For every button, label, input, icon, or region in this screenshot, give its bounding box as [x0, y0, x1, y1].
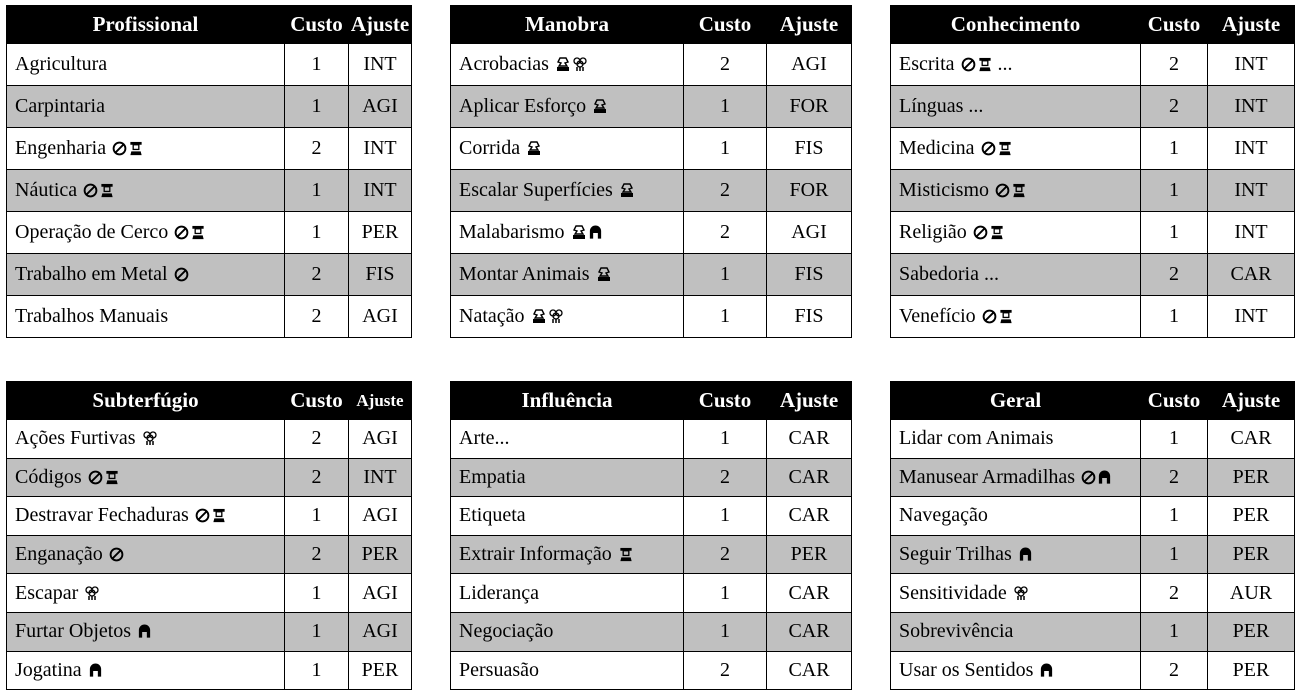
skill-name-cell — [451, 420, 684, 459]
scholar-icon — [1011, 183, 1027, 198]
table-row — [451, 612, 852, 651]
adjust-value: AUR — [1208, 574, 1295, 613]
skill-name-cell — [891, 44, 1141, 86]
cost-value: 2 — [684, 212, 767, 254]
cost-value: 2 — [684, 651, 767, 690]
adjust-value: AGI — [349, 497, 412, 536]
helmet-icon — [588, 224, 603, 240]
prohibited-icon — [195, 508, 210, 523]
adjust-value: CAR — [1208, 254, 1295, 296]
skill-name-cell — [7, 535, 285, 574]
helmet-icon — [1039, 662, 1054, 678]
armor-icon — [526, 140, 542, 156]
scholar-icon — [998, 309, 1014, 324]
brain-icon — [548, 308, 564, 324]
cost-value: 2 — [1141, 44, 1208, 86]
brain-icon — [1013, 585, 1029, 601]
cost-value: 1 — [1141, 535, 1208, 574]
table-row — [7, 612, 412, 651]
skill-table-geral — [890, 381, 1295, 690]
adjust-value: FIS — [349, 254, 412, 296]
skill-name-cell — [7, 128, 285, 170]
cost-value: 1 — [684, 574, 767, 613]
adjust-value: FOR — [767, 86, 852, 128]
skill-name: Seguir Trilhas — [899, 543, 1012, 566]
armor-icon — [531, 308, 547, 324]
skill-name: Línguas ... — [899, 95, 984, 117]
table-row — [891, 86, 1295, 128]
skill-name: Carpintaria — [15, 95, 105, 117]
adjust-value: INT — [1208, 170, 1295, 212]
skill-name: Negociação — [459, 620, 554, 643]
adjust-value: CAR — [1208, 420, 1295, 459]
adjust-header: Ajuste — [767, 382, 852, 420]
adjust-value: INT — [1208, 212, 1295, 254]
skill-name-cell — [451, 296, 684, 338]
table-row — [891, 420, 1295, 459]
skill-table-profissional — [6, 5, 412, 338]
skill-name: Navegação — [899, 504, 988, 527]
skill-name: Furtar Objetos — [15, 620, 132, 643]
table-row — [451, 254, 852, 296]
table-title: Profissional — [7, 6, 285, 44]
table-row — [451, 458, 852, 497]
table-row — [891, 296, 1295, 338]
scholar-icon — [977, 57, 993, 72]
table-row — [451, 574, 852, 613]
adjust-header: Ajuste — [767, 6, 852, 44]
adjust-value: INT — [349, 458, 412, 497]
skill-name-cell — [891, 612, 1141, 651]
skill-table-manobra — [450, 5, 852, 338]
scholar-icon — [128, 141, 144, 156]
scholar-icon — [211, 508, 227, 523]
skill-name: Persuasão — [459, 658, 539, 681]
table-title: Geral — [891, 382, 1141, 420]
table-row — [451, 535, 852, 574]
adjust-value: CAR — [767, 651, 852, 690]
helmet-icon — [88, 662, 103, 678]
skill-name-cell — [7, 296, 285, 338]
brain-icon — [142, 430, 158, 446]
table-row — [451, 86, 852, 128]
adjust-value: AGI — [349, 574, 412, 613]
cost-header: Custo — [684, 382, 767, 420]
helmet-icon — [137, 623, 152, 639]
prohibited-icon — [174, 225, 189, 240]
scholar-icon — [190, 225, 206, 240]
adjust-value: PER — [1208, 612, 1295, 651]
skill-name-cell — [7, 612, 285, 651]
table-row — [891, 44, 1295, 86]
table-row — [451, 128, 852, 170]
cost-value: 2 — [285, 535, 349, 574]
skill-name: Engenharia — [15, 137, 107, 159]
cost-value: 1 — [285, 86, 349, 128]
cost-value: 2 — [285, 420, 349, 459]
adjust-value: INT — [1208, 44, 1295, 86]
skill-name: Aplicar Esforço — [459, 95, 587, 117]
skill-name: Empatia — [459, 465, 526, 488]
table-row — [7, 44, 412, 86]
scholar-icon — [104, 470, 120, 485]
table-title: Conhecimento — [891, 6, 1141, 44]
table-row — [7, 420, 412, 459]
adjust-value: PER — [1208, 651, 1295, 690]
cost-value: 1 — [1141, 212, 1208, 254]
skill-name-cell — [891, 296, 1141, 338]
skill-name: Ações Furtivas — [15, 427, 136, 450]
table-row — [7, 651, 412, 690]
cost-value: 1 — [684, 420, 767, 459]
skill-name-cell — [451, 612, 684, 651]
adjust-value: INT — [1208, 296, 1295, 338]
table-row — [7, 212, 412, 254]
prohibited-icon — [981, 141, 996, 156]
table-row — [7, 574, 412, 613]
prohibited-icon — [1081, 470, 1096, 485]
skill-name-cell — [7, 651, 285, 690]
armor-icon — [555, 56, 571, 72]
table-row — [891, 128, 1295, 170]
table-row — [451, 44, 852, 86]
skill-name: Manusear Armadilhas — [899, 465, 1076, 488]
skill-table-conhecimento — [890, 5, 1295, 338]
table-row — [7, 458, 412, 497]
adjust-header: Ajuste — [1208, 382, 1295, 420]
cost-value: 1 — [285, 212, 349, 254]
table-row — [7, 254, 412, 296]
skill-name: Corrida — [459, 137, 521, 159]
cost-value: 2 — [684, 44, 767, 86]
prohibited-icon — [88, 470, 103, 485]
adjust-value: FIS — [767, 128, 852, 170]
skill-name-cell — [891, 170, 1141, 212]
skill-name: Escapar — [15, 581, 79, 604]
skill-name: Medicina — [899, 137, 975, 159]
cost-value: 2 — [1141, 574, 1208, 613]
skill-name-cell — [891, 128, 1141, 170]
skill-name-cell — [7, 170, 285, 212]
table-row — [7, 170, 412, 212]
skill-name: Arte... — [459, 427, 510, 450]
scholar-icon — [618, 547, 634, 562]
skill-name: Trabalho em Metal — [15, 263, 168, 285]
adjust-value: INT — [1208, 128, 1295, 170]
table-row — [451, 651, 852, 690]
cost-value: 1 — [684, 128, 767, 170]
table-title: Manobra — [451, 6, 684, 44]
armor-icon — [592, 98, 608, 114]
cost-value: 1 — [684, 497, 767, 536]
skill-name: Usar os Sentidos — [899, 658, 1034, 681]
skill-name: Sobrevivência — [899, 620, 1014, 643]
prohibited-icon — [973, 225, 988, 240]
prohibited-icon — [109, 547, 124, 562]
skill-name: Religião — [899, 221, 967, 243]
skill-name: Natação — [459, 305, 525, 327]
skill-name: Destravar Fechaduras — [15, 504, 189, 527]
prohibited-icon — [982, 309, 997, 324]
skill-name-cell — [891, 212, 1141, 254]
scholar-icon — [989, 225, 1005, 240]
cost-value: 2 — [1141, 458, 1208, 497]
adjust-value: AGI — [349, 296, 412, 338]
adjust-value: PER — [349, 535, 412, 574]
adjust-value: INT — [349, 170, 412, 212]
cost-value: 2 — [684, 535, 767, 574]
skill-name: Acrobacias — [459, 53, 549, 75]
skill-name-suffix: ... — [992, 53, 1013, 75]
prohibited-icon — [112, 141, 127, 156]
adjust-header: Ajuste — [1208, 6, 1295, 44]
cost-value: 2 — [1141, 86, 1208, 128]
skill-name: Extrair Informação — [459, 543, 612, 566]
adjust-value: FOR — [767, 170, 852, 212]
skill-name-cell — [7, 254, 285, 296]
skill-name-cell — [451, 651, 684, 690]
skill-name: Sabedoria ... — [899, 263, 999, 285]
skill-name: Escalar Superfícies — [459, 179, 613, 201]
table-title: Subterfúgio — [7, 382, 285, 420]
helmet-icon — [1097, 469, 1112, 485]
table-title: Influência — [451, 382, 684, 420]
skill-name: Liderança — [459, 581, 539, 604]
adjust-header: Ajuste — [349, 6, 412, 44]
skill-name-cell — [891, 420, 1141, 459]
table-row — [7, 128, 412, 170]
skill-name-cell — [451, 535, 684, 574]
skill-name: Escrita — [899, 53, 955, 75]
table-row — [891, 458, 1295, 497]
armor-icon — [571, 224, 587, 240]
table-row — [891, 612, 1295, 651]
cost-header: Custo — [285, 6, 349, 44]
skill-name: Náutica — [15, 179, 78, 201]
table-row — [451, 212, 852, 254]
skill-name: Trabalhos Manuais — [15, 305, 169, 327]
cost-value: 2 — [684, 170, 767, 212]
cost-header: Custo — [1141, 6, 1208, 44]
skill-name: Códigos — [15, 465, 82, 488]
table-row — [891, 651, 1295, 690]
scholar-icon — [99, 183, 115, 198]
skill-name-cell — [891, 574, 1141, 613]
skill-name-cell — [451, 212, 684, 254]
cost-value: 2 — [285, 128, 349, 170]
adjust-value: AGI — [767, 212, 852, 254]
prohibited-icon — [174, 267, 189, 282]
adjust-value: AGI — [349, 86, 412, 128]
skill-name-cell — [451, 458, 684, 497]
skill-name-cell — [451, 497, 684, 536]
adjust-value: INT — [1208, 86, 1295, 128]
prohibited-icon — [83, 183, 98, 198]
table-row — [451, 296, 852, 338]
table-row — [891, 497, 1295, 536]
table-row — [7, 535, 412, 574]
table-row — [451, 420, 852, 459]
adjust-value: CAR — [767, 612, 852, 651]
armor-icon — [596, 266, 612, 282]
skill-name-cell — [7, 86, 285, 128]
adjust-value: INT — [349, 44, 412, 86]
scholar-icon — [997, 141, 1013, 156]
skill-name: Venefício — [899, 305, 976, 327]
skill-table-influencia — [450, 381, 852, 690]
cost-value: 1 — [684, 86, 767, 128]
table-row — [7, 296, 412, 338]
adjust-value: PER — [1208, 497, 1295, 536]
skill-name: Lidar com Animais — [899, 427, 1054, 450]
cost-value: 1 — [285, 651, 349, 690]
skill-name: Agricultura — [15, 53, 108, 75]
cost-value: 2 — [1141, 651, 1208, 690]
adjust-header: Ajuste — [349, 382, 412, 420]
adjust-value: FIS — [767, 254, 852, 296]
cost-header: Custo — [684, 6, 767, 44]
adjust-value: FIS — [767, 296, 852, 338]
cost-value: 2 — [285, 458, 349, 497]
skill-name-cell — [7, 420, 285, 459]
skill-name-cell — [451, 86, 684, 128]
skill-name-cell — [451, 574, 684, 613]
skill-table-subterfugio — [6, 381, 412, 690]
cost-value: 1 — [1141, 128, 1208, 170]
skill-name: Malabarismo — [459, 221, 565, 243]
adjust-value: PER — [767, 535, 852, 574]
table-row — [451, 170, 852, 212]
cost-value: 1 — [1141, 296, 1208, 338]
skill-name: Misticismo — [899, 179, 990, 201]
cost-value: 1 — [1141, 170, 1208, 212]
adjust-value: AGI — [349, 612, 412, 651]
adjust-value: AGI — [767, 44, 852, 86]
adjust-value: CAR — [767, 458, 852, 497]
skill-name-cell — [891, 254, 1141, 296]
adjust-value: PER — [349, 212, 412, 254]
brain-icon — [84, 585, 100, 601]
adjust-value: CAR — [767, 497, 852, 536]
cost-value: 1 — [684, 254, 767, 296]
skill-name-cell — [891, 535, 1141, 574]
adjust-value: PER — [349, 651, 412, 690]
skill-name-cell — [451, 170, 684, 212]
skill-name-cell — [7, 497, 285, 536]
table-row — [891, 170, 1295, 212]
table-row — [7, 497, 412, 536]
cost-value: 2 — [684, 458, 767, 497]
cost-value: 1 — [285, 497, 349, 536]
skill-name: Montar Animais — [459, 263, 590, 285]
cost-value: 1 — [1141, 420, 1208, 459]
table-row — [891, 254, 1295, 296]
skill-name-cell — [891, 86, 1141, 128]
adjust-value: INT — [349, 128, 412, 170]
prohibited-icon — [995, 183, 1010, 198]
cost-value: 2 — [285, 254, 349, 296]
prohibited-icon — [961, 57, 976, 72]
skill-name: Operação de Cerco — [15, 221, 169, 243]
skill-name-cell — [891, 651, 1141, 690]
brain-icon — [572, 56, 588, 72]
skill-name: Etiqueta — [459, 504, 526, 527]
skill-name-cell — [451, 44, 684, 86]
table-row — [451, 497, 852, 536]
skill-name: Jogatina — [15, 658, 82, 681]
cost-value: 1 — [285, 574, 349, 613]
skill-name-cell — [7, 212, 285, 254]
adjust-value: CAR — [767, 574, 852, 613]
skill-name: Enganação — [15, 543, 103, 566]
cost-value: 1 — [684, 612, 767, 651]
cost-value: 1 — [285, 44, 349, 86]
adjust-value: PER — [1208, 535, 1295, 574]
adjust-value: AGI — [349, 420, 412, 459]
cost-header: Custo — [1141, 382, 1208, 420]
skill-name-cell — [7, 458, 285, 497]
armor-icon — [619, 182, 635, 198]
skill-name-cell — [7, 44, 285, 86]
adjust-value: CAR — [767, 420, 852, 459]
cost-value: 2 — [1141, 254, 1208, 296]
skill-name-cell — [7, 574, 285, 613]
table-row — [891, 212, 1295, 254]
skill-name-cell — [891, 497, 1141, 536]
cost-value: 1 — [684, 296, 767, 338]
cost-value: 2 — [285, 296, 349, 338]
cost-value: 1 — [1141, 497, 1208, 536]
helmet-icon — [1018, 546, 1033, 562]
table-row — [7, 86, 412, 128]
skill-name-cell — [891, 458, 1141, 497]
cost-value: 1 — [1141, 612, 1208, 651]
skill-name-cell — [451, 128, 684, 170]
cost-value: 1 — [285, 612, 349, 651]
skill-name: Sensitividade — [899, 581, 1007, 604]
skill-name-cell — [451, 254, 684, 296]
table-row — [891, 535, 1295, 574]
cost-value: 1 — [285, 170, 349, 212]
cost-header: Custo — [285, 382, 349, 420]
adjust-value: PER — [1208, 458, 1295, 497]
table-row — [891, 574, 1295, 613]
